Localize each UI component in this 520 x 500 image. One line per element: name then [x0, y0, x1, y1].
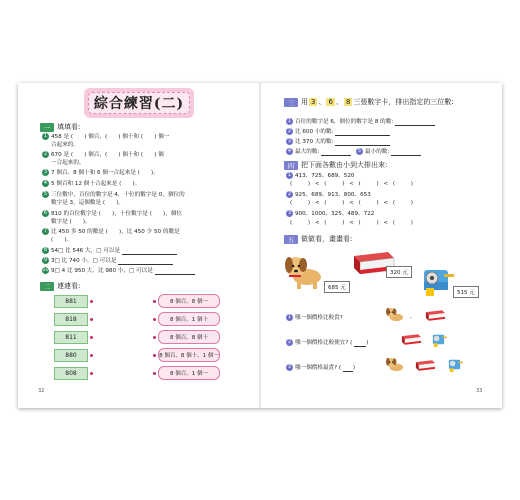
page-number-right: 33	[476, 388, 483, 394]
section-number: 一	[40, 123, 54, 132]
match-dot[interactable]	[90, 318, 93, 321]
s4-answer-3[interactable]: ( ) < ( ) < ( ) < ( )	[290, 220, 415, 226]
match-dot[interactable]	[153, 300, 156, 303]
question-1: 1 458 是 ( ) 個百、( ) 個十和 ( ) 個一	[43, 133, 170, 140]
section-heading: 用 3 、 6 、 8 三張數字卡，排出指定的三位數:	[301, 98, 454, 106]
section-heading: 做做看，畫畫看:	[301, 235, 353, 243]
question-4: 4 5 個百和 12 個十合起來是 ( )。	[43, 180, 141, 187]
s5-question-1: 1 哪一個價格比較貴?	[287, 314, 343, 321]
pencil-sharpener-icon	[418, 262, 456, 298]
pencil-sharpener-icon	[430, 331, 448, 348]
match-dot[interactable]	[90, 354, 93, 357]
question-2-cont: 一合起來的。	[51, 160, 85, 166]
section-three-header	[284, 97, 454, 107]
section-four-header	[284, 160, 387, 170]
question-1-cont: 合起來的。	[51, 142, 79, 148]
s5-question-2: 2 哪一個價格比較便宜? ( )	[287, 339, 369, 346]
match-dot[interactable]	[90, 336, 93, 339]
s4-item-1: 1 413、725、689、520	[287, 172, 355, 179]
question-6: 6 810 的百位數字是 ( )，十位數字是 ( )，個位	[43, 210, 183, 217]
price-tag-book: 320 元	[386, 266, 412, 278]
section-number: 五	[284, 235, 298, 244]
dog-icon	[384, 306, 406, 324]
section-five-header	[284, 234, 352, 244]
pencil-sharpener-icon	[446, 356, 464, 373]
match-number-box[interactable]: 880	[54, 349, 88, 362]
price-tag-sharpener: 515 元	[453, 286, 479, 298]
match-description[interactable]: 8 個百、8 個一	[158, 294, 220, 308]
price-tag-dog: 685 元	[324, 281, 350, 293]
s4-item-2: 2 925、689、913、800、653	[287, 191, 371, 198]
section-two-header	[40, 281, 80, 291]
s3-question-5: 5 最小的數:	[356, 148, 421, 156]
s4-item-3: 3 900、1000、325、489、722	[287, 210, 375, 217]
section-number: 四	[284, 161, 298, 170]
option-separator: ,	[410, 314, 412, 320]
match-number-box[interactable]: 818	[54, 313, 88, 326]
match-dot[interactable]	[153, 336, 156, 339]
match-number-box[interactable]: 811	[54, 331, 88, 344]
s5-question-3: 3 哪一個價格最貴? ( )	[287, 364, 356, 371]
match-dot[interactable]	[153, 372, 156, 375]
match-dot[interactable]	[153, 318, 156, 321]
match-description[interactable]: 8 個百、8 個十	[158, 330, 220, 344]
section-number: 三	[284, 98, 298, 107]
dog-icon	[384, 356, 406, 374]
question-9: 9 3□ 比 740 小，□ 可以是	[42, 257, 173, 265]
digit-card: 8	[345, 98, 351, 106]
section-number: 二	[40, 282, 54, 291]
section-heading: 把下面各數由小到大排出來:	[301, 161, 388, 169]
book-icon	[424, 309, 446, 322]
question-2: 2 670 是 ( ) 個百、( ) 個十和 ( ) 個	[43, 151, 164, 158]
question-5-cont: 數字是 3，這個數是 ( )。	[51, 200, 125, 206]
section-heading: 填填看:	[57, 123, 81, 131]
s3-question-4: 4 最大的數:	[286, 148, 351, 156]
page-title: 綜合練習(二)	[88, 92, 190, 114]
s3-question-1: 1 百位的數字是 6，個位的數字是 8 的數:	[286, 118, 435, 126]
page-fold	[259, 83, 261, 408]
match-description[interactable]: 8 個百、8 個十、1 個一	[158, 348, 220, 362]
question-10: 10 9□ 4 比 950 大，比 980 小，□ 可以是	[42, 267, 195, 275]
digit-card: 6	[328, 98, 333, 106]
page-number-left: 32	[38, 388, 45, 394]
match-description[interactable]: 8 個百、1 個一	[158, 366, 220, 380]
question-3: 3 7 個百、8 個十和 6 個一合起來是 ( )。	[43, 169, 159, 176]
s3-question-2: 2 比 600 小的數:	[286, 128, 390, 136]
match-number-box[interactable]: 881	[54, 295, 88, 308]
book-icon	[400, 333, 422, 346]
s4-answer-2[interactable]: ( ) < ( ) < ( ) < ( )	[290, 200, 415, 206]
title-banner	[84, 88, 194, 118]
section-heading: 連連看:	[57, 282, 81, 290]
s3-question-3: 3 比 370 大的數:	[286, 138, 390, 146]
question-5: 5 三位數中，百位的數字是 4，十位的數字是 0，個位的	[43, 191, 185, 198]
question-6-cont: 數字是 ( )。	[51, 219, 91, 225]
match-dot[interactable]	[153, 354, 156, 357]
match-number-box[interactable]: 808	[54, 367, 88, 380]
book-icon	[414, 359, 436, 372]
match-dot[interactable]	[90, 372, 93, 375]
match-dot[interactable]	[90, 300, 93, 303]
match-description[interactable]: 8 個百、1 個十	[158, 312, 220, 326]
question-8: 8 54□ 比 546 大，□ 可以是	[42, 247, 177, 255]
question-7: 7 比 450 多 50 的數是 ( )，比 450 少 50 的數是	[43, 228, 180, 235]
section-one-header	[40, 122, 80, 132]
digit-card: 3	[311, 98, 316, 106]
s4-answer-1[interactable]: ( ) < ( ) < ( ) < ( )	[290, 181, 415, 187]
question-7-cont: ( )。	[51, 237, 73, 243]
dog-icon	[283, 253, 325, 291]
